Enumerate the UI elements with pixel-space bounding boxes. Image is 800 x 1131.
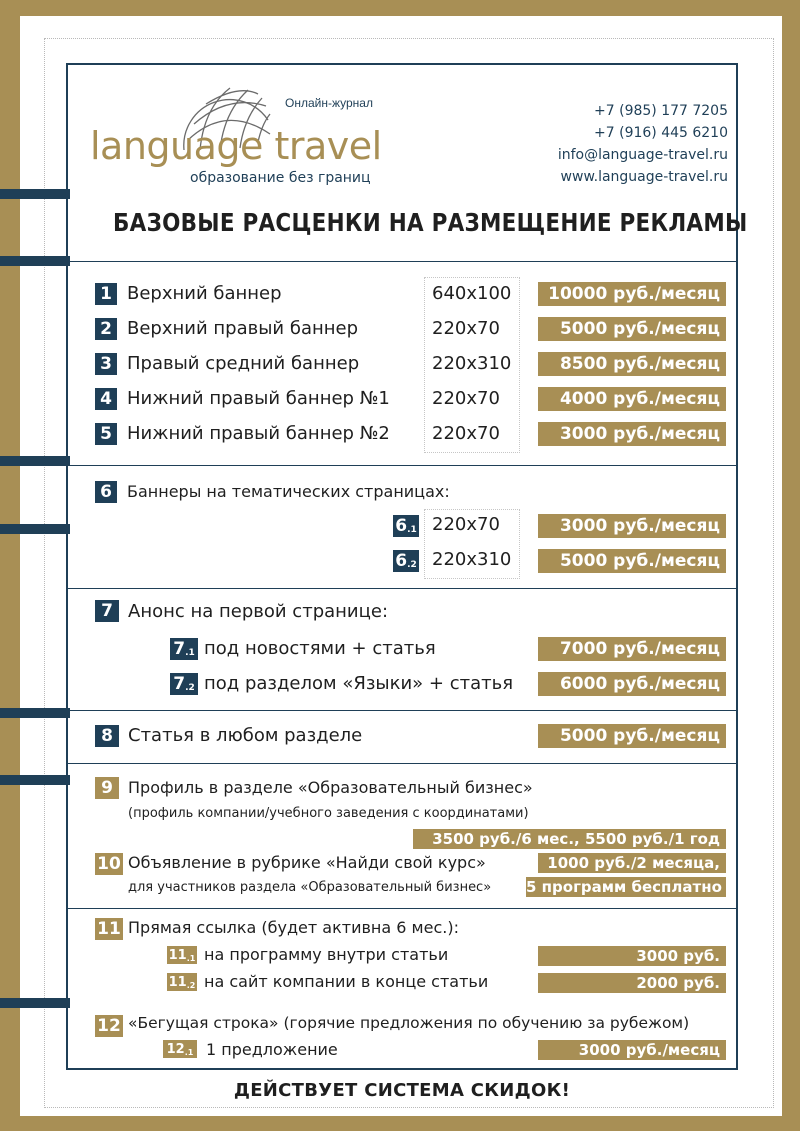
item-price: 5000 руб./месяц — [538, 724, 726, 748]
item-price: 5 программ бесплатно — [526, 877, 726, 897]
item-size: 220x310 — [432, 549, 512, 570]
page-title: БАЗОВЫЕ РАСЦЕНКИ НА РАЗМЕЩЕНИЕ РЕКЛАМЫ — [113, 208, 748, 237]
divider — [66, 710, 738, 711]
item-number: 7 — [95, 600, 119, 622]
item-number: 12 — [95, 1015, 123, 1037]
item-number: 8 — [95, 725, 119, 747]
item-price: 5000 руб./месяц — [538, 549, 726, 573]
item-label: под новостями + статья — [204, 638, 436, 659]
item-number: 11 .1 — [168, 947, 196, 963]
item-price: 5000 руб./месяц — [538, 317, 726, 341]
item-label: Нижний правый баннер №1 — [127, 388, 390, 409]
item-size: 220x310 — [432, 353, 512, 374]
phone-2[interactable]: +7 (916) 445 6210 — [594, 125, 728, 141]
divider — [66, 588, 738, 589]
item-number: 11 — [95, 918, 123, 940]
item-price: 3000 руб./месяц — [538, 514, 726, 538]
section-label: Прямая ссылка (будет активна 6 мес.): — [128, 918, 459, 937]
item-label: Нижний правый баннер №2 — [127, 423, 390, 444]
section-note: (профиль компании/учебного заведения с координатами) — [128, 806, 529, 821]
item-price: 8500 руб./месяц — [538, 352, 726, 376]
item-number: 4 — [95, 388, 117, 410]
item-price: 7000 руб./месяц — [538, 637, 726, 661]
item-price: 3500 руб./6 мес., 5500 руб./1 год — [413, 829, 726, 849]
item-price: 3000 руб./месяц — [538, 1040, 726, 1060]
binder-ring — [0, 775, 70, 785]
section-label: Анонс на первой странице: — [128, 601, 389, 622]
item-number: 6 .1 — [393, 515, 419, 537]
item-number: 1 — [95, 283, 117, 305]
item-price: 4000 руб./месяц — [538, 387, 726, 411]
item-price: 3000 руб./месяц — [538, 422, 726, 446]
item-number: 6 — [95, 481, 117, 503]
phone-1[interactable]: +7 (985) 177 7205 — [594, 103, 728, 119]
item-number: 2 — [95, 318, 117, 340]
item-number: 9 — [95, 777, 119, 799]
item-number: 7 .1 — [170, 638, 198, 660]
item-size: 220x70 — [432, 388, 500, 409]
item-size: 220x70 — [432, 514, 500, 535]
item-size: 220x70 — [432, 318, 500, 339]
item-label: под разделом «Языки» + статья — [204, 673, 514, 694]
item-price: 2000 руб. — [538, 973, 726, 993]
item-label: на программу внутри статьи — [204, 945, 449, 964]
item-label: Верхний баннер — [127, 283, 282, 304]
binder-ring — [0, 456, 70, 466]
item-label: на сайт компании в конце статьи — [204, 972, 489, 991]
item-size: 220x70 — [432, 423, 500, 444]
item-label: 1 предложение — [206, 1040, 338, 1059]
divider — [66, 763, 738, 764]
website-link[interactable]: www.language-travel.ru — [560, 169, 728, 185]
divider — [66, 465, 738, 466]
item-label: Верхний правый баннер — [127, 318, 359, 339]
binder-ring — [0, 998, 70, 1008]
item-label: Правый средний баннер — [127, 353, 360, 374]
divider — [66, 908, 738, 909]
section-label: Статья в любом разделе — [128, 725, 363, 746]
binder-ring — [0, 189, 70, 199]
item-price: 6000 руб./месяц — [538, 672, 726, 696]
item-price: 3000 руб. — [538, 946, 726, 966]
discount-notice: ДЕЙСТВУЕТ СИСТЕМА СКИДОК! — [233, 1080, 571, 1101]
magazine-label: Онлайн-журнал — [285, 96, 373, 110]
logo-text: language travel — [90, 124, 382, 168]
section-label: Баннеры на тематических страницах: — [127, 482, 450, 501]
item-number: 10 — [95, 853, 123, 875]
section-label: Объявление в рубрике «Найди свой курс» — [128, 853, 486, 872]
binder-ring — [0, 256, 70, 266]
item-price: 10000 руб./месяц — [538, 282, 726, 306]
divider — [66, 261, 738, 262]
email-link[interactable]: info@language-travel.ru — [557, 147, 728, 163]
item-number: 11 .2 — [168, 974, 196, 990]
item-number: 7 .2 — [170, 673, 198, 695]
logo-tagline: образование без границ — [190, 170, 371, 186]
item-number: 3 — [95, 353, 117, 375]
item-number: 6 .2 — [393, 550, 419, 572]
section-label: Профиль в разделе «Образовательный бизнес» — [128, 778, 533, 797]
section-note: для участников раздела «Образовательный бизнес» — [128, 880, 492, 895]
item-number: 12 .1 — [163, 1040, 197, 1058]
section-label: «Бегущая строка» (горячие предложения по обучению за рубежом) — [128, 1014, 690, 1032]
item-number: 5 — [95, 423, 117, 445]
item-size: 640x100 — [432, 283, 512, 304]
item-price: 1000 руб./2 месяца, — [538, 853, 726, 873]
binder-ring — [0, 524, 70, 534]
binder-ring — [0, 708, 70, 718]
contacts — [558, 100, 728, 188]
